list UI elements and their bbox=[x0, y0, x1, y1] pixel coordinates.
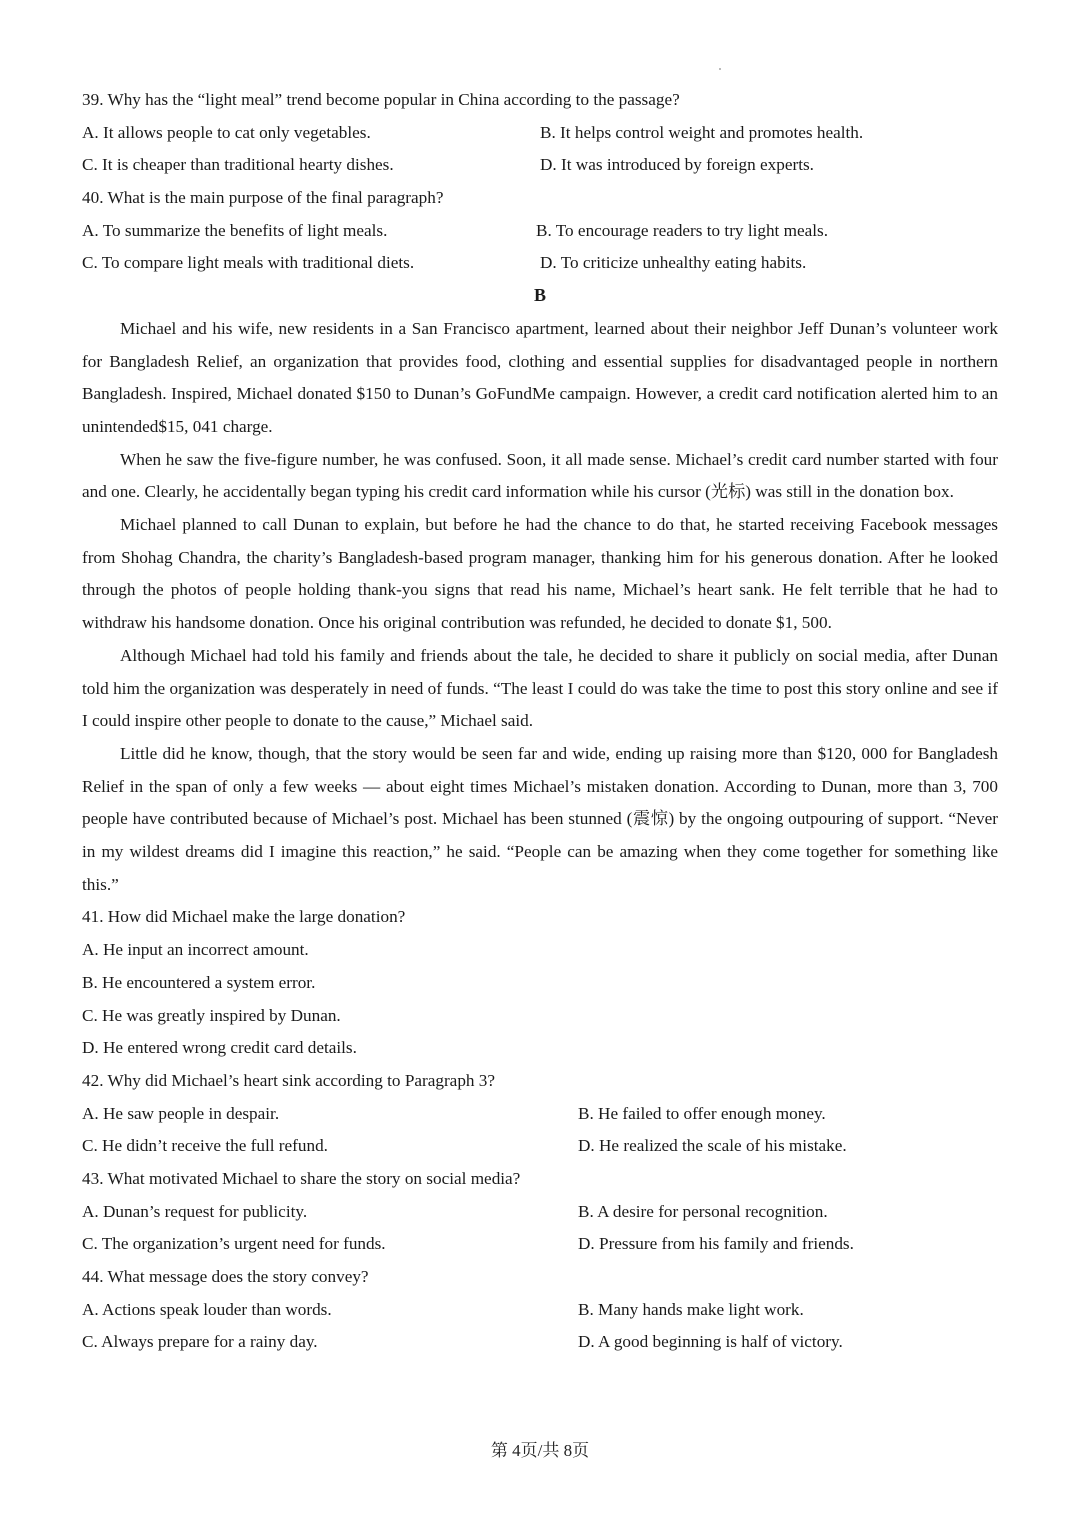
exam-page bbox=[82, 84, 998, 1359]
question-39-stem: 39. Why has the “light meal” trend become popular in China according to the passage? bbox=[82, 90, 680, 109]
question-43-options-ab bbox=[82, 1196, 998, 1229]
question-42-option-c: C. He didn’t receive the full refund. bbox=[82, 1136, 328, 1156]
question-39-options-cd bbox=[82, 149, 998, 182]
passage-paragraph-4: Although Michael had told his family and friends about the tale, he decided to share it publicly on social media, after Dunan told him the organization was desperately in need of funds. “The least I could do was take the time to post this story online and see if I could inspire other people to donate to the cause,” Michael said. bbox=[82, 645, 998, 731]
question-41-option-a: A. He input an incorrect amount. bbox=[82, 940, 309, 960]
question-43-options-cd bbox=[82, 1228, 998, 1261]
question-42-option-d: D. He realized the scale of his mistake. bbox=[578, 1136, 847, 1156]
passage-paragraph-3: Michael planned to call Dunan to explain, but before he had the chance to do that, he started receiving Facebook messages from Shohag Chandra, the charity’s Bangladesh-based program manager, thanking him for his generous donation. After he looked through the photos of people holding thank-you signs that read his name, Michael’s heart sank. He felt terrible that he had to withdraw his handsome donation. Once his original contribution was refunded, he decided to donate $1, 500. bbox=[82, 515, 998, 633]
question-44-options-ab bbox=[82, 1294, 998, 1327]
question-42-options-cd bbox=[82, 1130, 998, 1163]
question-44-stem: 44. What message does the story convey? bbox=[82, 1267, 369, 1287]
passage-paragraph-1: Michael and his wife, new residents in a San Francisco apartment, learned about their neighbor Jeff Dunan’s volunteer work for Bangladesh Relief, an organization that provides food, clothing and essential supplies for disadvantaged people in northern Bangladesh. Inspired, Michael donated $150 to Dunan’s GoFundMe campaign. However, a credit card notification alerted him to an unintended$15, 041 charge. bbox=[82, 318, 998, 436]
question-43-stem: 43. What motivated Michael to share the story on social media? bbox=[82, 1168, 521, 1188]
question-43-option-d: D. Pressure from his family and friends. bbox=[578, 1234, 854, 1254]
question-41-option-b: B. He encountered a system error. bbox=[82, 972, 316, 992]
question-39-option-c: C. It is cheaper than traditional hearty dishes. bbox=[82, 155, 394, 175]
question-39-option-a: A. It allows people to cat only vegetables. bbox=[82, 122, 371, 142]
question-40-stem: 40. What is the main purpose of the final paragraph? bbox=[82, 188, 444, 208]
passage-paragraph-5: Little did he know, though, that the story would be seen far and wide, ending up raising more than $120, 000 for Bangladesh Relief in the span of only a few weeks — about eight times Michael’s mistaken donation. According to Dunan, more than 3, 700 people have contributed because of Michael’s post. Michael has been stunned (震惊) by the ongoing outpouring of support. “Never in my wildest dreams did I imagine this reaction,” he said. “People can be amazing when they come together for something like this.” bbox=[82, 743, 998, 894]
question-41-option-c: C. He was greatly inspired by Dunan. bbox=[82, 1005, 341, 1025]
scan-speck bbox=[719, 68, 721, 70]
question-39-option-b: B. It helps control weight and promotes health. bbox=[540, 122, 864, 142]
question-40-option-b: B. To encourage readers to try light meals. bbox=[536, 220, 829, 240]
question-40-option-a: A. To summarize the benefits of light meals. bbox=[82, 220, 388, 240]
passage-paragraph-2: When he saw the five-figure number, he was confused. Soon, it all made sense. Michael’s credit card number started with four and one. Clearly, he accidentally began typing his credit card information while his cursor (光标) was still in the donation box. bbox=[82, 449, 998, 502]
question-40-options-cd bbox=[82, 247, 998, 280]
question-39-option-d: D. It was introduced by foreign experts. bbox=[540, 155, 814, 175]
section-title: B bbox=[533, 285, 546, 306]
question-43-option-a: A. Dunan’s request for publicity. bbox=[82, 1201, 308, 1221]
question-42-option-a: A. He saw people in despair. bbox=[82, 1103, 280, 1123]
question-44-option-c: C. Always prepare for a rainy day. bbox=[82, 1332, 318, 1352]
question-44-option-d: D. A good beginning is half of victory. bbox=[578, 1332, 843, 1352]
question-40-option-d: D. To criticize unhealthy eating habits. bbox=[540, 253, 807, 273]
question-44-option-b: B. Many hands make light work. bbox=[578, 1299, 804, 1319]
question-42-stem: 42. Why did Michael’s heart sink according to Paragraph 3? bbox=[82, 1070, 496, 1090]
question-41-option-d: D. He entered wrong credit card details. bbox=[82, 1038, 357, 1058]
question-43-option-b: B. A desire for personal recognition. bbox=[578, 1201, 828, 1221]
question-42-options-ab bbox=[82, 1098, 998, 1131]
question-44-options-cd bbox=[82, 1326, 998, 1359]
question-39-options-ab bbox=[82, 117, 998, 150]
question-43-option-c: C. The organization’s urgent need for funds. bbox=[82, 1234, 386, 1254]
page-number-footer: 第 4页/共 8页 bbox=[490, 1441, 590, 1460]
question-41-stem: 41. How did Michael make the large donation? bbox=[82, 907, 406, 927]
question-40-option-c: C. To compare light meals with traditional diets. bbox=[82, 253, 415, 273]
question-40-options-ab bbox=[82, 215, 998, 248]
question-44-option-a: A. Actions speak louder than words. bbox=[82, 1299, 332, 1319]
question-42-option-b: B. He failed to offer enough money. bbox=[578, 1103, 826, 1123]
